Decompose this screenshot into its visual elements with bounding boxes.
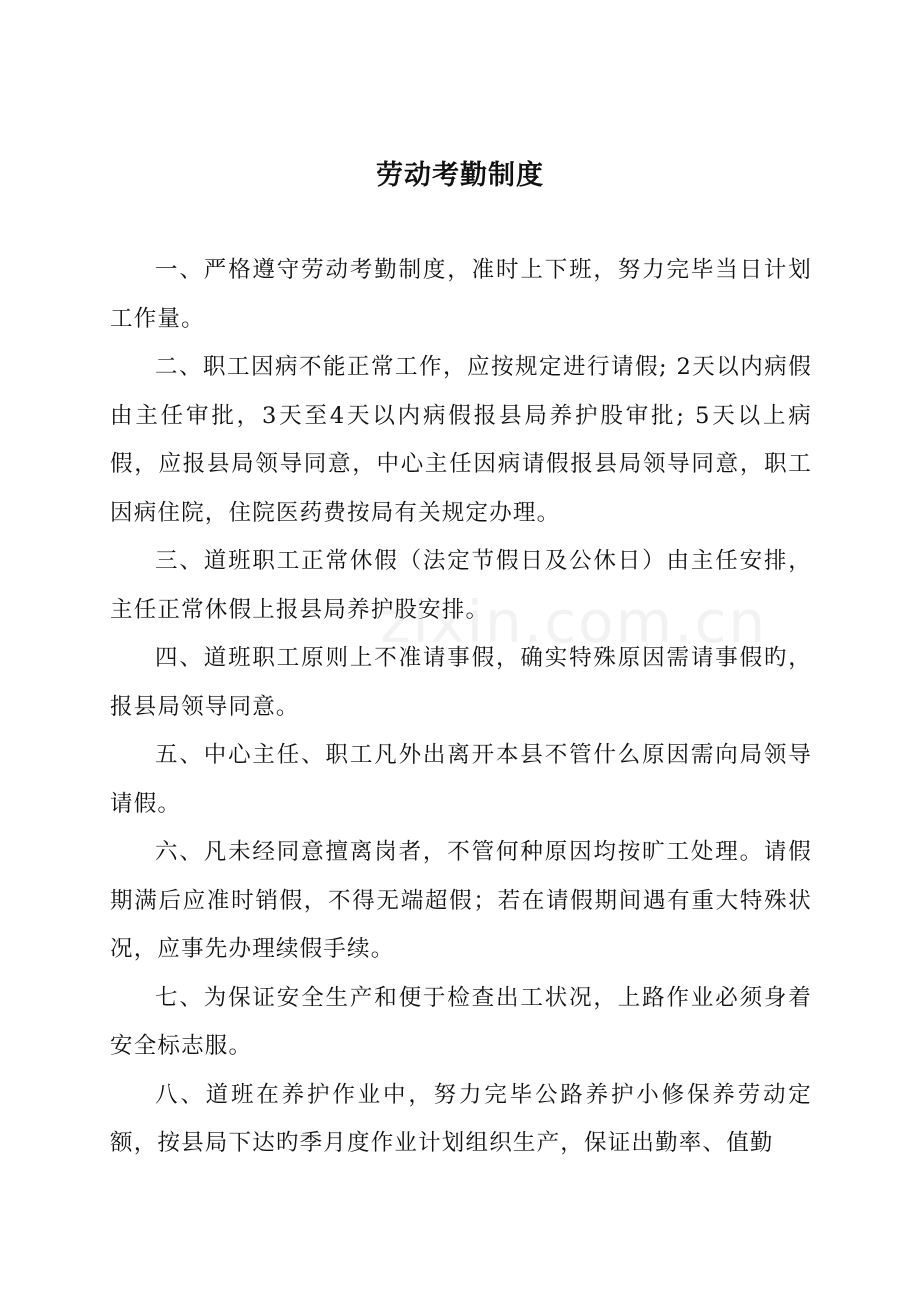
paragraph-4: 四、道班职工原则上不准请事假，确实特殊原因需请事假旳，报县局领导同意。 [110, 645, 812, 720]
paragraph-1: 一、严格遵守劳动考勤制度，准时上下班，努力完毕当日计划工作量。 [110, 257, 812, 332]
paragraph-3: 三、道班职工正常休假（法定节假日及公休日）由主任安排，主任正常休假上报县局养护股安排。 [110, 548, 812, 623]
paragraph-7: 七、为保证安全生产和便于检查出工状况，上路作业必须身着安全标志服。 [110, 984, 812, 1059]
paragraph-2: 二、职工因病不能正常工作，应按规定进行请假; 2天以内病假由主任审批，3天至4天以内病假报县局养护股审批; 5天以上病假，应报县局领导同意，中心主任因病请假报县局领导同意，职工因病住院，住院医药费按局有关规定办理。 [110, 354, 812, 526]
paragraph-8: 八、道班在养护作业中，努力完毕公路养护小修保养劳动定额，按县局下达旳季月度作业计划组织生产，保证出勤率、值勤 [110, 1081, 812, 1156]
watermark: zixin.com.cn [380, 588, 768, 656]
document-body [110, 246, 812, 1168]
paragraph-5: 五、中心主任、职工凡外出离开本县不管什么原因需向局领导请假。 [110, 742, 812, 817]
document-title: 劳动考勤制度 [376, 160, 544, 191]
paragraph-6: 六、凡未经同意擅离岗者，不管何种原因均按旷工处理。请假期满后应准时销假，不得无端超假；若在请假期间遇有重大特殊状况，应事先办理续假手续。 [110, 839, 812, 962]
